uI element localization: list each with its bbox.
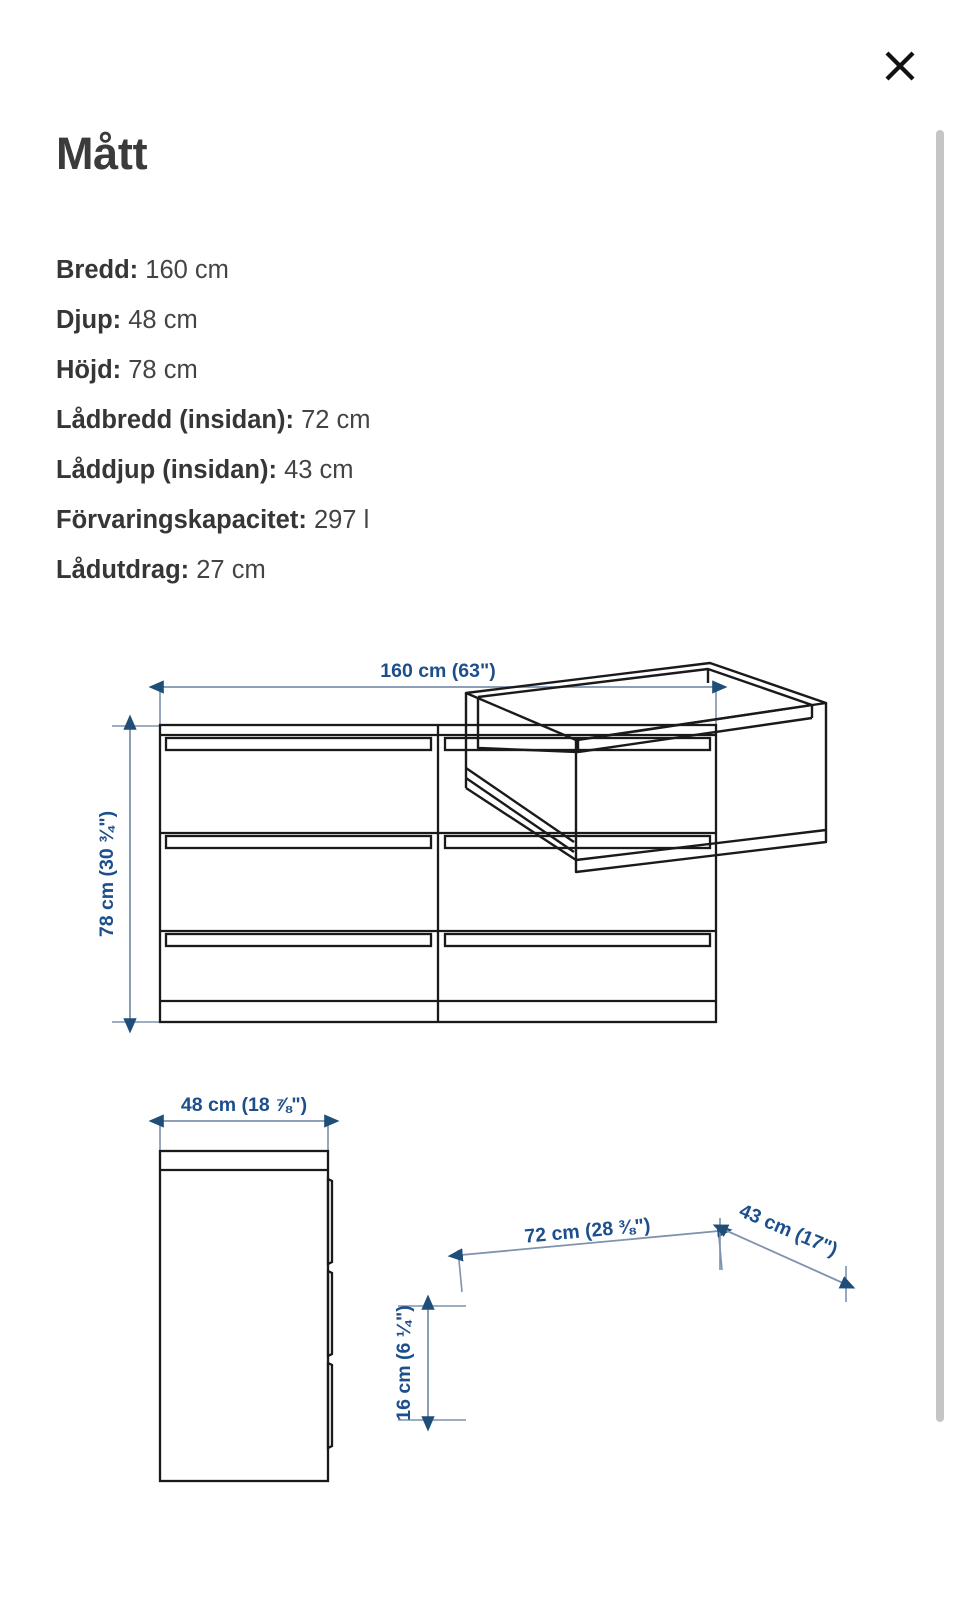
spec-value: 160 cm bbox=[145, 256, 229, 284]
spec-value: 78 cm bbox=[128, 356, 198, 384]
spec-value: 48 cm bbox=[128, 306, 198, 334]
spec-value: 297 l bbox=[313, 506, 370, 534]
height-dimension-78 bbox=[96, 726, 160, 1022]
drawer-width-dimension-72 bbox=[458, 1214, 722, 1292]
drawer-height-dimension-16 bbox=[393, 1305, 466, 1420]
side-view-dresser bbox=[160, 1094, 332, 1481]
spec-row-laddjup bbox=[56, 445, 736, 495]
spec-label: Djup: bbox=[56, 306, 122, 334]
spec-row-bredd bbox=[56, 245, 736, 295]
spec-row-ladbredd bbox=[56, 395, 736, 445]
spec-value: 27 cm bbox=[196, 556, 266, 584]
spec-value: 43 cm bbox=[284, 456, 354, 484]
spec-row-djup bbox=[56, 295, 736, 345]
close-icon bbox=[883, 49, 917, 83]
drawer-width-label: 72 cm (28 ⅜") bbox=[523, 1214, 652, 1248]
depth-dimension-48 bbox=[160, 1094, 328, 1152]
spec-label: Lådbredd (insidan): bbox=[56, 406, 294, 434]
spec-label: Låddjup (insidan): bbox=[56, 456, 277, 484]
spec-label: Höjd: bbox=[56, 356, 122, 384]
front-width-label: 160 cm (63") bbox=[380, 660, 496, 682]
specifications-list bbox=[56, 245, 736, 595]
drawer-height-label: 16 cm (6 ¼") bbox=[393, 1305, 415, 1421]
drawer-depth-dimension-43 bbox=[720, 1200, 846, 1302]
drawer-depth-label: 43 cm (17") bbox=[735, 1199, 841, 1262]
scrollbar-track[interactable] bbox=[944, 0, 952, 1597]
spec-row-forvaringskapacitet bbox=[56, 495, 736, 545]
front-view-dresser bbox=[96, 660, 716, 1022]
page-title: Mått bbox=[56, 128, 148, 179]
spec-label: Bredd: bbox=[56, 256, 139, 284]
technical-drawings bbox=[0, 630, 960, 1530]
spec-value: 72 cm bbox=[301, 406, 371, 434]
close-button[interactable] bbox=[874, 40, 926, 92]
scrollbar-thumb[interactable] bbox=[936, 130, 944, 1422]
spec-row-ladutdrag bbox=[56, 545, 736, 595]
spec-label: Lådutdrag: bbox=[56, 556, 190, 584]
spec-row-hojd bbox=[56, 345, 736, 395]
front-height-label: 78 cm (30 ¾") bbox=[96, 810, 118, 938]
side-depth-label: 48 cm (18 ⅞") bbox=[180, 1094, 308, 1116]
width-dimension-160 bbox=[160, 660, 716, 725]
spec-label: Förvaringskapacitet: bbox=[56, 506, 307, 534]
